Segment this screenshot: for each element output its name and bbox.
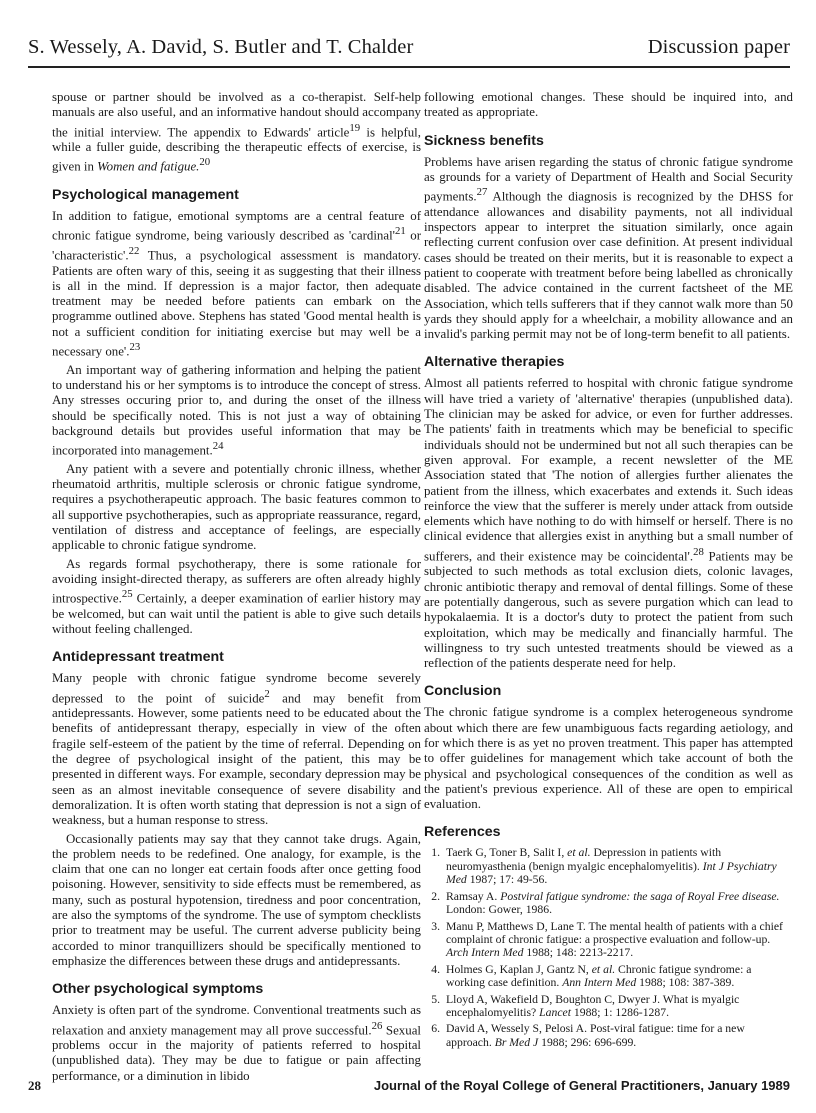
reference-item: 6. David A, Wessely S, Pelosi A. Post-viral fatigue: time for a new approach. Br Med J 1988; 296: 696-699. <box>431 1022 745 1049</box>
paragraph: An important way of gathering information and helping the patient to understand his or her symptoms is to introduce the concept of stress. Any stresses occuring prior to, and during the onset of the illness should be specifically noted. This is not just a way of obtaining background details but provides useful information that may be incorporated into management.$^{24}$ <box>52 362 421 458</box>
reference-item: 5. Lloyd A, Wakefield D, Boughton C, Dwyer J. What is myalgic encephalomyelitis? Lancet 1988; 1: 1286-1287. <box>431 992 740 1019</box>
section-heading-other-psychological-symptoms: Other psychological symptoms <box>52 981 264 998</box>
paragraph: Any patient with a severe and potentially chronic illness, whether rheumatoid arthritis, multiple sclerosis or chronic fatigue syndrome, requires a psychotherapeutic approach. The basic features common to all supportive psychotherapies, such as appropriate reassurance, regard, ventilation of distress and acceptance of feelings, are especially applicable to chronic fatigue syndrome. <box>52 461 421 553</box>
section-heading-sickness-benefits: Sickness benefits <box>424 132 544 149</box>
reference-item: 2. Ramsay A. Postviral fatigue syndrome: the saga of Royal Free disease. London: Gower, 1986. <box>431 889 780 917</box>
reference-item: 3. Manu P, Matthews D, Lane T. The mental health of patients with a chief complaint of chronic fatigue: a prospective evaluation and follow-up. Arch Intern Med 1988; 148: 2213-2217. <box>431 919 783 960</box>
paragraph: As regards formal psychotherapy, there is some rationale for avoiding insight-directed therapy, as sufferers are often already highly introspective.$^{25}$ Certainly, a deeper examination of earlier history may be welcomed, but can wait until the patient is able to give such details without feeling challenged. <box>52 556 421 636</box>
left-column <box>52 90 421 1087</box>
paragraph: Anxiety is often part of the syndrome. Conventional treatments such as relaxation and anxiety management may all prove successful.$^{26}$ Sexual problems occur in the majority of patients referred to hospital (unpublished data). They may be due to fatigue or pain affecting performance, or a diminution in libido <box>52 1003 422 1083</box>
paragraph: In addition to fatigue, emotional symptoms are a central feature of chronic fatigue syndrome, being variously described as '$cardinal'^{21}$ or 'characteristic'.$^{22}$ Thus, a psychological assessment is mandatory. Patients are often wary of this, seeing it as suggesting that their illness is all in the mind. If depression is a major factor, then adequate treatment may be needed before patients can embark on the programme outlined above. Stephens has stated 'Good mental health is not a sufficient condition for initiating exercise but may well be a necessary one'.$^{23}$ <box>52 209 421 359</box>
reference-item: 4. Holmes G, Kaplan J, Gantz N, et al. Chronic fatigue syndrome: a working case definition. Ann Intern Med 1988; 108: 387-389. <box>431 962 752 990</box>
intro-paragraph: spouse or partner should be involved as a co-therapist. Self-help manuals are also useful, and an informative handout should accompany the initial interview. The appendix to Edwards' article$^{19}$ is helpful, while a fuller guide, describing the therapeutic effects of exercise, is given in Women and fatigue.$^{20}$ <box>52 90 421 174</box>
paragraph: following emotional changes. These should be inquired into, and treated as appropriate. <box>424 90 793 120</box>
paragraph: Many people with chronic fatigue syndrome become severely depressed to the point of suicide$^2$ and may benefit from antidepressants. However, some patients need to be educated about the benefits of antidepressant therapy, especially in view of the often fragile self-esteem of the patient by the time of referral. Depending on the degree of psychological insight of the patient, this may be presented in different ways. For example, secondary depression may be seen as an almost inevitable consequence of severe disability and demoralization. It is often worth stating that depression is not a sign of weakness, but a human response to stress. <box>52 671 421 828</box>
header-paper-type: Discussion paper <box>647 36 790 58</box>
section-heading-psychological-management: Psychological management <box>52 187 239 204</box>
right-column <box>424 90 793 1052</box>
page-number: 28 <box>28 1078 41 1093</box>
paragraph: Occasionally patients may say that they cannot take drugs. Again, the problem needs to be redefined. One analogy, for example, is the claim that one can no longer eat certain foods after once getting food poisoning. However, sensitivity to side effects must be remembered, as many, such as postural hypotension, tiredness and poor concentration, are also the symptoms of the syndrome. The use of symptom checklists prior to treatment may be useful. The current adverse publicity being accorded to minor tranquillizers should be specifically mentioned to emphasize the differences between these drugs and antidepressants. <box>52 831 421 968</box>
section-heading-references: References <box>424 824 501 841</box>
paragraph: The chronic fatigue syndrome is a complex heterogeneous syndrome about which there are few unambiguous facts regarding aetiology, and for which there is as yet no proven treatment. This paper has attempted to offer guidelines for management which take account of both the physical and psychological consequences of the condition as well as the patient's previous experience. All of these are open to empirical evaluation. <box>424 705 793 812</box>
journal-citation: Journal of the Royal College of General Practitioners, January 1989 <box>373 1078 790 1093</box>
running-footer <box>28 1078 790 1098</box>
section-heading-antidepressant-treatment: Antidepressant treatment <box>52 649 224 666</box>
paragraph: Problems have arisen regarding the status of chronic fatigue syndrome as grounds for a variety of Department of Health and Social Security payments.$^{27}$ Although the diagnosis is recognized by the DHSS for attendance allowances and disability payments, not all individual inspectors appear to interpret the situation similarly, once again reflecting current confusion over case definition. At present individual cases should be treated on their merits, but it is reasonable to expect a patient to cooperate with treatment before being labelled as chronically disabled. The advice contained in the current factsheet of the ME Association, which tells sufferers that if they cannot walk more than 50 yards they should apply for a wheelchair, a mobility allowance and an invalid's parking permit may not be of long-term benefit to all patients. <box>424 154 793 342</box>
section-heading-alternative-therapies: Alternative therapies <box>424 354 565 371</box>
paragraph: Almost all patients referred to hospital with chronic fatigue syndrome will have tried a variety of 'alternative' therapies (unpublished data). The clinician may be asked for advice, or even for further addresses. The patients' faith in treatments which may be beneficial to specific individuals should not be undermined but not all such therapies can be given approval. For example, a recent newsletter of the ME Association stated that 'The notion of allergies further alienates the patient from the illness, which exacerbates and extends it. Such ideas reinforce the view that the sufferer is merely under attack from outside elements which have nothing to do with himself or herself. There is no clinical evidence that allergies exist in anything but a small number of sufferers, and their existence may be coincidental'.$^{28}$ Patients may be subjected to such methods as total exclusion diets, colonic lavages, chronic antibiotic therapy and removal of dental fillings. Some of these are potentially dangerous, such as severe purgation which can lead to hypokalaemia. It is a doctor's duty to protect the patient from such exploitation, which may be medically and financially harmful. The willingness to try such untested treatments should be viewed as a reflection of the patients desperate need for help. <box>424 376 793 671</box>
reference-item: 1. Taerk G, Toner B, Salit I, et al. Depression in patients with neuromyasthenia (benign myalgic encephalomyelitis). Int J Psychiatry Med 1987; 17: 49-56. <box>431 846 777 887</box>
references <box>424 824 793 1049</box>
header-authors: S. Wessely, A. David, S. Butler and T. Chalder <box>28 36 414 58</box>
section-heading-conclusion: Conclusion <box>424 683 502 700</box>
running-header <box>28 36 790 68</box>
